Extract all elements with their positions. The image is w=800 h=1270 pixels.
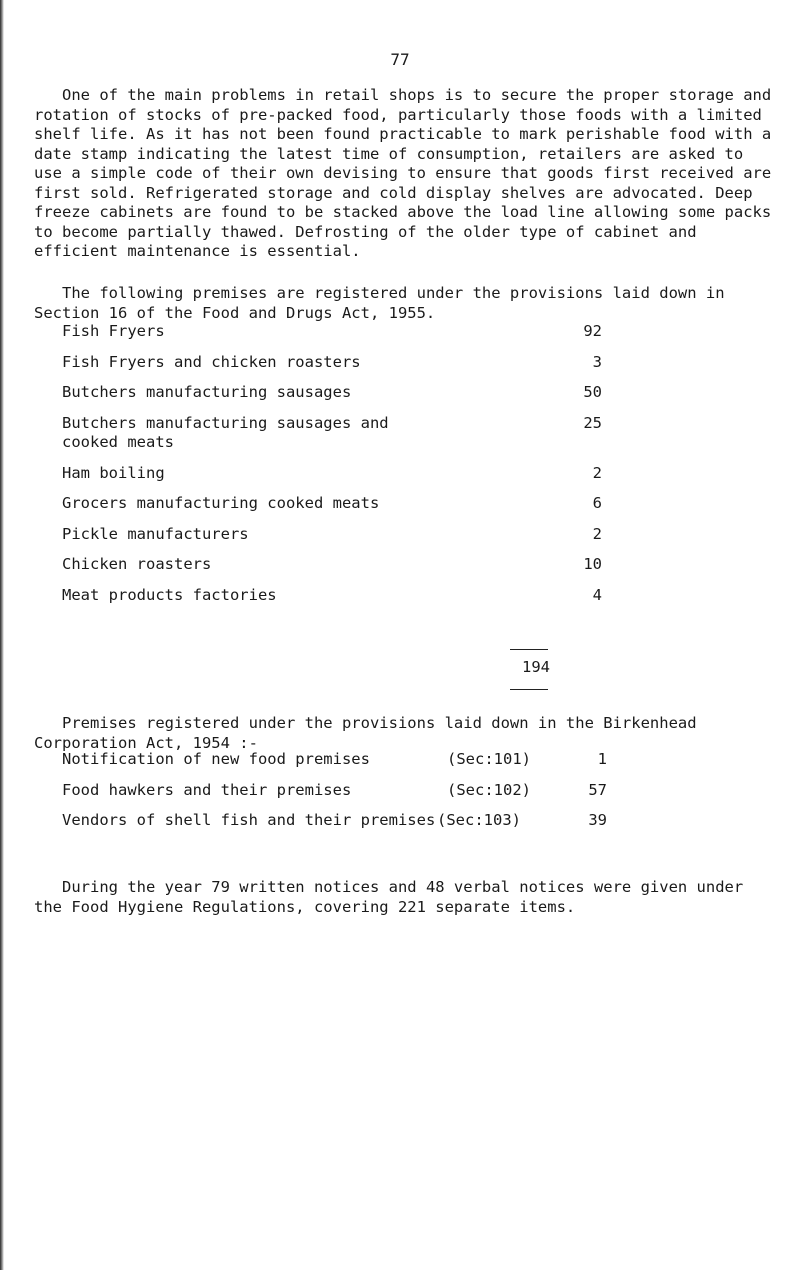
table-row [62, 322, 622, 342]
page-number: 77 [390, 50, 410, 69]
section-reference: (Sec:103) [437, 811, 521, 829]
table-row [62, 414, 622, 453]
premises-count: 2 [592, 463, 602, 482]
table-row [62, 811, 742, 831]
intro-paragraph: One of the main problems in retail shops is to secure the proper storage and rotation of stocks of pre-packed food, particularly those foods with a limited shelf life. As it has not been found practicable to mark perishable food with a date stamp indicating the latest time of consumption, retailers are asked to use a simple code of their own devising to ensure that goods first received are first sold. Refrigerated storage and cold display shelves are advocated. Deep freeze cabinets are found to be stacked above the load line allowing some packs to become partially thawed. Defrosting of the older type of cabinet and efficient maintenance is essential. [34, 86, 772, 260]
premises-total: 194 [522, 658, 550, 676]
table-row [62, 525, 622, 545]
premises-count: 92 [583, 322, 602, 340]
premises-count: 10 [583, 555, 602, 573]
premises-count: 25 [583, 413, 602, 432]
premises-type-label: Pickle manufacturers [62, 524, 249, 543]
premises-count: 3 [592, 352, 602, 371]
table-row [62, 555, 622, 575]
section-reference: (Sec:102) [447, 780, 531, 799]
birkenhead-act-intro: Premises registered under the provisions laid down in the Birkenhead Corporation Act, 1954 :- [34, 714, 697, 752]
premises-count: 2 [592, 524, 602, 543]
premises-type-label: Food hawkers and their premises [62, 780, 352, 799]
closing-paragraph: During the year 79 written notices and 48 verbal notices were given under the Food Hygiene Regulations, covering 221 separate items. [34, 878, 744, 916]
premises-type-label: Fish Fryers and chicken roasters [62, 352, 361, 371]
premises-type-label: Notification of new food premises [62, 750, 370, 768]
premises-type-label: Ham boiling [62, 463, 165, 482]
premises-type-label: Meat products factories [62, 585, 277, 604]
premises-count: 39 [588, 811, 607, 829]
premises-type-label: Chicken roasters [62, 555, 212, 573]
food-drugs-registration-table [62, 322, 622, 616]
premises-type-label: Butchers manufacturing sausages and cooked meats [62, 413, 389, 451]
premises-type-label: Grocers manufacturing cooked meats [62, 494, 380, 512]
premises-count: 57 [588, 780, 607, 799]
table-row [62, 750, 742, 770]
premises-type-label: Butchers manufacturing sausages [62, 383, 352, 401]
total-rule-top [510, 649, 548, 650]
birkenhead-registration-table [62, 750, 742, 842]
scan-edge-shadow [0, 0, 4, 1270]
section-reference: (Sec:101) [447, 750, 531, 768]
total-rule-bottom [510, 689, 548, 690]
premises-count: 50 [583, 383, 602, 401]
table-row [62, 494, 622, 514]
premises-type-label: Vendors of shell fish and their premises [62, 811, 436, 829]
premises-count: 6 [592, 494, 602, 512]
premises-count: 1 [597, 750, 607, 768]
table-row [62, 586, 622, 606]
table-row [62, 464, 622, 484]
premises-type-label: Fish Fryers [62, 322, 165, 340]
table-row [62, 353, 622, 373]
table-row [62, 383, 622, 403]
food-drugs-act-intro: The following premises are registered under the provisions laid down in Section 16 of the Food and Drugs Act, 1955. [34, 284, 725, 322]
premises-count: 4 [592, 585, 602, 604]
table-row [62, 781, 742, 801]
